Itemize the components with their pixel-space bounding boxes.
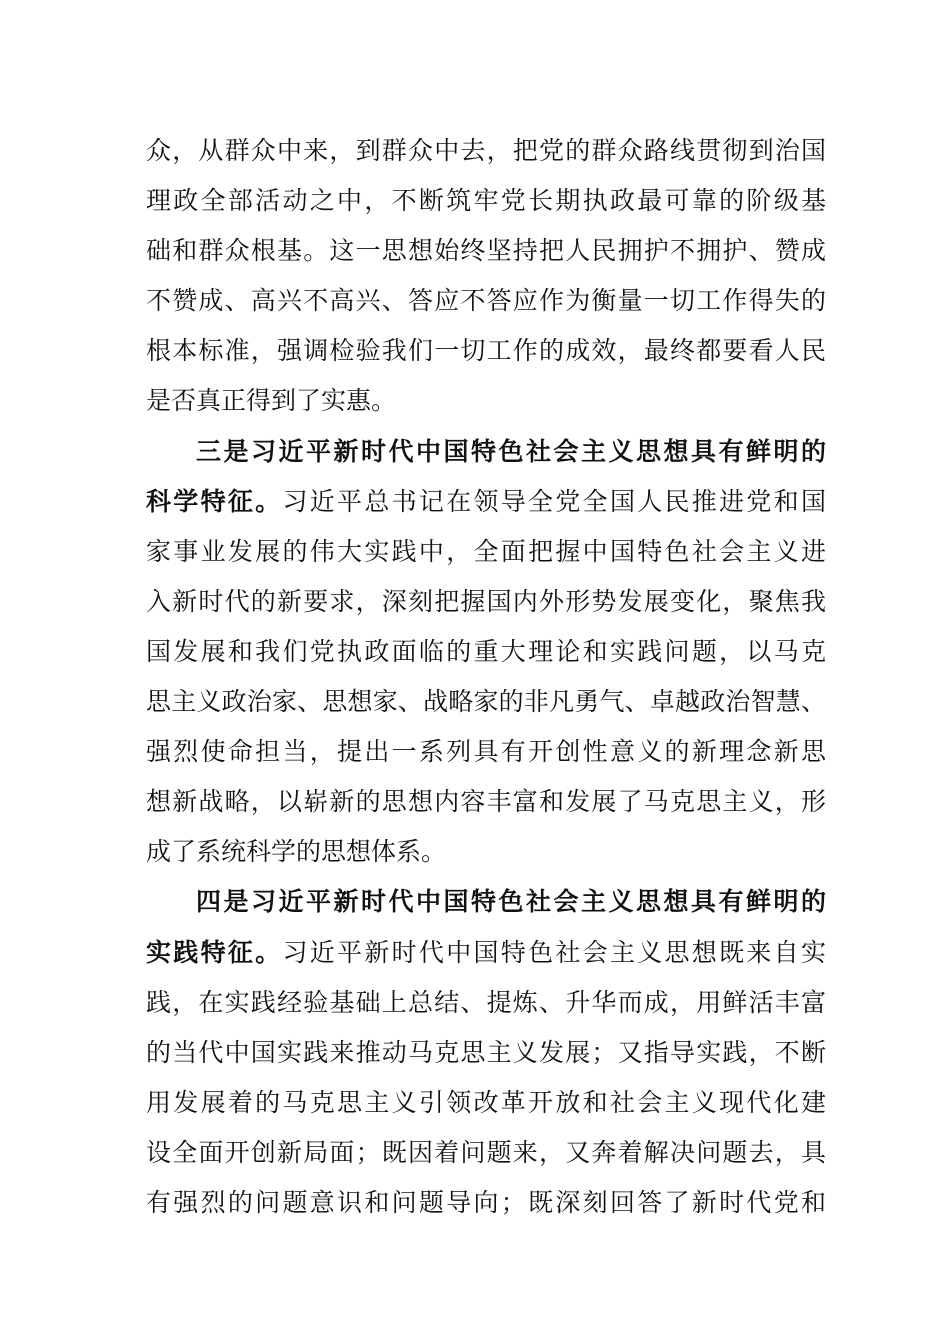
paragraph-line: 是否真正得到了实惠。: [146, 386, 397, 416]
paragraph-line: 用发展着的马克思主义引领改革开放和社会主义现代化建: [146, 1087, 826, 1117]
paragraph-line: 根本标准，强调检验我们一切工作的成效，最终都要看人民: [146, 336, 826, 366]
section-heading-4: 四是习近平新时代中国特色社会主义思想具有鲜明的: [196, 887, 826, 917]
document-body: [146, 126, 826, 1228]
paragraph-line: 成了系统科学的思想体系。: [146, 837, 447, 867]
paragraph-text: 习近平总书记在领导全党全国人民推进党和国: [282, 486, 826, 516]
section-heading-3-cont: 科学特征。: [146, 486, 283, 516]
paragraph-line: 入新时代的新要求，深刻把握国内外形势发展变化，聚焦我: [146, 586, 826, 616]
paragraph-line: 础和群众根基。这一思想始终坚持把人民拥护不拥护、赞成: [146, 236, 826, 266]
paragraph-line: 设全面开创新局面；既因着问题来，又奔着解决问题去，具: [146, 1137, 826, 1167]
paragraph-line: 强烈使命担当，提出一系列具有开创性意义的新理念新思: [146, 737, 826, 767]
paragraph-line: 家事业发展的伟大实践中，全面把握中国特色社会主义进: [146, 536, 826, 566]
paragraph-line: 众，从群众中来，到群众中去，把党的群众路线贯彻到治国: [146, 136, 826, 165]
paragraph-line: 理政全部活动之中，不断筑牢党长期执政最可靠的阶级基: [146, 186, 826, 216]
paragraph-line: [146, 928, 826, 978]
paragraph-text: 习近平新时代中国特色社会主义思想既来自实: [282, 937, 826, 967]
paragraph-line: 不赞成、高兴不高兴、答应不答应作为衡量一切工作得失的: [146, 286, 826, 316]
paragraph-line: 国发展和我们党执政面临的重大理论和实践问题，以马克: [146, 636, 826, 666]
paragraph-line: 想新战略，以崭新的思想内容丰富和发展了马克思主义，形: [146, 787, 826, 817]
paragraph-line: 有强烈的问题意识和问题导向；既深刻回答了新时代党和: [146, 1187, 826, 1217]
paragraph-line: 的当代中国实践来推动马克思主义发展；又指导实践，不断: [146, 1037, 826, 1067]
paragraph-line: 践，在实践经验基础上总结、提炼、升华而成，用鲜活丰富: [146, 987, 826, 1017]
section-heading-4-cont: 实践特征。: [146, 937, 283, 967]
paragraph-line: [146, 477, 826, 527]
paragraph-line: 思主义政治家、思想家、战略家的非凡勇气、卓越政治智慧、: [146, 687, 826, 717]
section-heading-3: 三是习近平新时代中国特色社会主义思想具有鲜明的: [196, 436, 826, 466]
